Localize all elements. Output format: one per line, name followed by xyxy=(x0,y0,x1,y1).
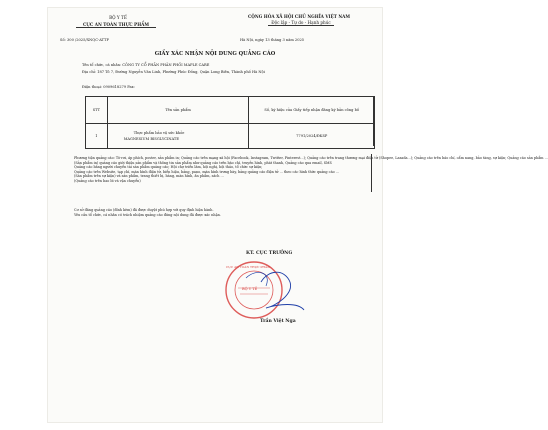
org-phone: Điện thoại: 0909618279 Fax: xyxy=(82,85,135,89)
org-name: Tên tổ chức, cá nhân: CÔNG TY CỔ PHẦN PHÂN PHỐI MAPLE CARE xyxy=(82,63,210,67)
signer-role: KT. CỤC TRƯỞNG xyxy=(246,251,293,256)
department-name: CỤC AN TOÀN THỰC PHẨM xyxy=(76,23,156,28)
footer-line-2: Yêu cầu tổ chức, cá nhân có trách nhiệm quảng cáo đúng nội dung đã được xác nhận. xyxy=(74,212,221,217)
footer-block xyxy=(74,208,366,217)
issue-date: Hà Nội, ngày 13 tháng 3 năm 2025 xyxy=(240,38,305,42)
ad-content-block xyxy=(74,156,548,184)
stamp-center-text: BỘ Y TẾ xyxy=(242,287,258,291)
org-address: Địa chỉ: 187 Tô 7, Đường Nguyễn Văn Linh, Phường Phúc Đồng, Quận Long Biên, Thành phố Hà Nội xyxy=(82,70,265,74)
motto: Độc lập - Tự do - Hạnh phúc xyxy=(268,21,334,26)
signature-block xyxy=(206,248,316,328)
table-header-row xyxy=(86,97,375,124)
product-table xyxy=(85,96,375,149)
content-rule xyxy=(371,154,372,192)
table-row xyxy=(86,124,375,149)
document-page xyxy=(48,8,548,422)
row-cert: 7791/2024/ĐKSP xyxy=(249,124,375,149)
ministry-name: BỘ Y TẾ xyxy=(109,15,127,20)
content-line: Phương tiện quảng cáo: Tờ rơi, áp phích, poster, sản phẩm in; Quảng cáo trên mạng xã hội (Facebook, Instagram, Twitter, Pinterest...); Quảng cáo trên trang thương mại điện tử (Shopee, Lazada...); Quảng cáo trên báo chí, cẩm nang, bảo tàng, sự kiện; Quảng cáo sản phẩm ... xyxy=(74,156,548,160)
header-product: Tên sản phẩm xyxy=(107,97,249,124)
product-name: MAGNESIUM BISGLYCINATE xyxy=(123,137,179,141)
official-stamp-icon xyxy=(206,248,316,328)
content-line: (Quảng cáo trên bao bì và vận chuyển) xyxy=(74,178,141,183)
footer-line-1: Cơ sở đăng quảng cáo (đính kèm) đã được duyệt phù hợp với quy định hiện hành. xyxy=(74,208,214,212)
document-title: GIẤY XÁC NHẬN NỘI DUNG QUẢNG CÁO xyxy=(154,51,276,57)
header-stt: STT xyxy=(86,97,108,124)
content-line: Quảng cáo bằng người chuyển tải sản phẩm quảng cáo; Hội chợ triển lãm, hội nghị, hội thảo, tổ chức sự kiện; xyxy=(74,165,263,170)
republic-name: CỘNG HÒA XÃ HỘI CHỦ NGHĨA VIỆT NAM xyxy=(247,14,351,19)
content-line: (Sản phẩm trên sự kiện) và sản phẩm, trang thiết bị, bảng, màn hình, ấn phẩm, sách ... xyxy=(74,174,224,179)
page-rule xyxy=(373,96,374,146)
stamp-ring-text: CỤC AN TOÀN THỰC PHẨM xyxy=(226,265,271,269)
header-cert: Số, ký hiệu của Giấy tiếp nhận đăng ký bản công bố xyxy=(249,97,375,124)
content-line: Quảng cáo trên Website, tạp chí, màn hình điện tử, biển hiệu, bảng, pano, màn hình trưng bày, bảng quảng cáo điện tử ... theo các hình thức quảng cáo ... xyxy=(74,169,339,174)
product-type: Thực phẩm bảo vệ sức khỏe xyxy=(133,131,185,135)
row-stt: 1 xyxy=(86,124,108,149)
signer-name: Trần Việt Nga xyxy=(260,319,296,324)
content-line: (Sản phẩm in) quảng cáo giới thiệu sản phẩm và thông tin sản phẩm như quảng cáo trên báo chí, truyền hình, phát thanh, Quảng cáo qua email, SMS xyxy=(74,160,332,165)
doc-number: Số: 300 /2025/XNQC-ATTP xyxy=(60,38,109,42)
row-product xyxy=(107,124,249,149)
